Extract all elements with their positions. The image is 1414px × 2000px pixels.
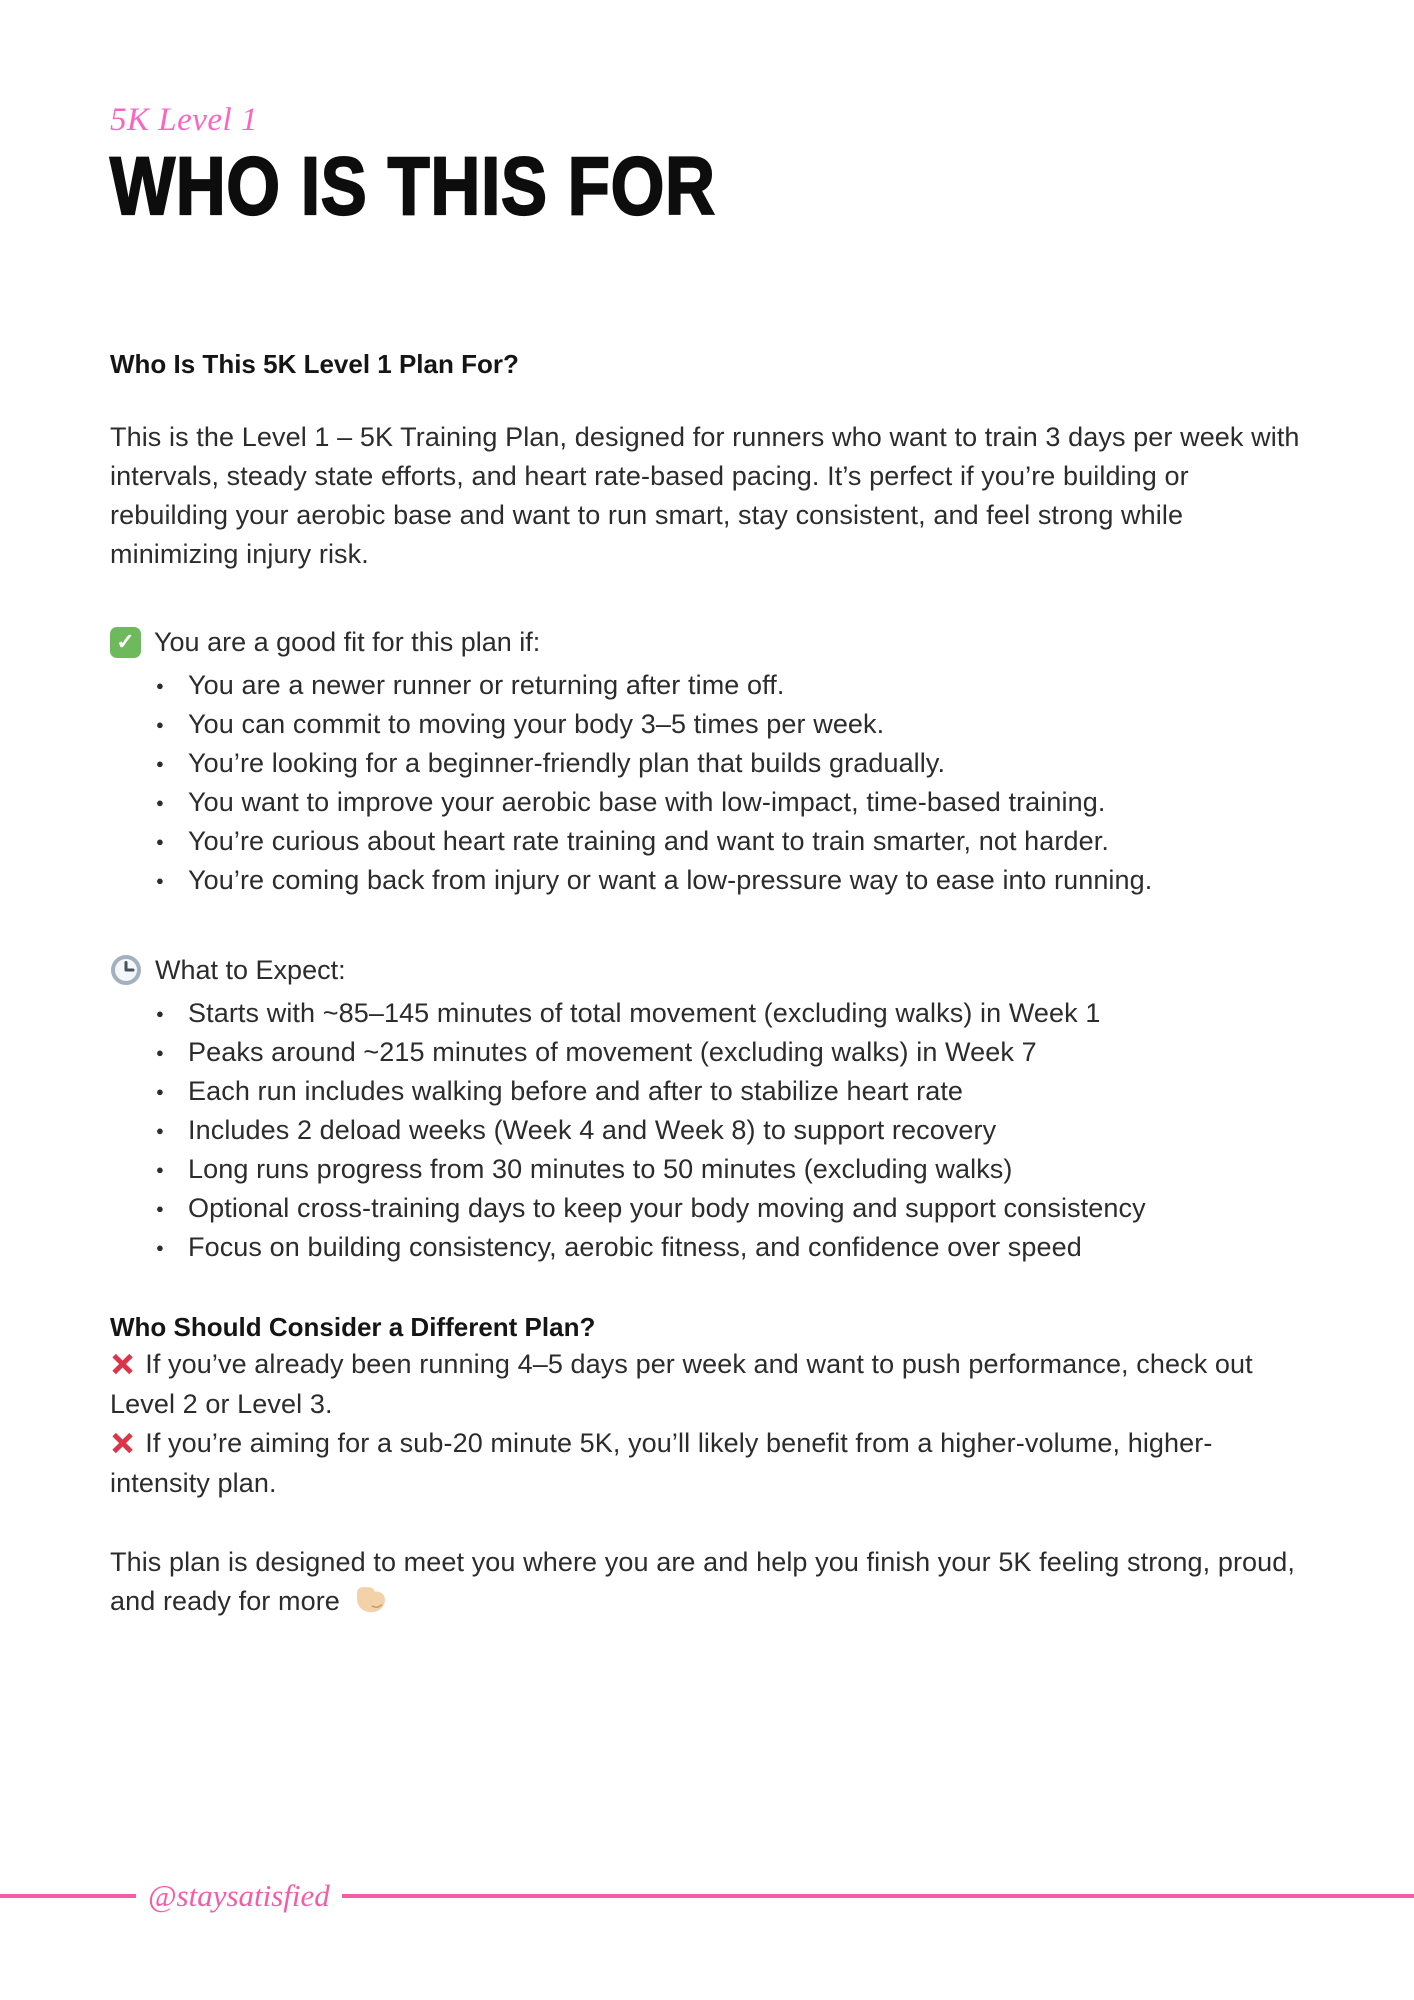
page-title: WHO IS THIS FOR <box>110 141 716 232</box>
intro-paragraph: This is the Level 1 – 5K Training Plan, designed for runners who want to train 3 days per week with intervals, steady state efforts, and heart rate-based pacing. It’s perfect if you’re building or rebuilding your aerobic base and want to run smart, stay consistent, and feel strong while minimizing injury risk. <box>110 422 1300 569</box>
list-item: ● Peaks around ~215 minutes of movement (excluding walks) in Week 7 <box>154 1033 1310 1072</box>
list-item: ● Long runs progress from 30 minutes to 50 minutes (excluding walks) <box>154 1150 1310 1189</box>
clock-icon <box>110 954 142 986</box>
list-item: ● Includes 2 deload weeks (Week 4 and Week 8) to support recovery <box>154 1111 1310 1150</box>
different-plan-item-text: If you’re aiming for a sub-20 minute 5K, you’ll likely benefit from a higher-volume, higher-intensity plan. <box>110 1428 1213 1498</box>
footer-handle: @staysatisfied <box>148 1878 330 1913</box>
closing-paragraph <box>110 1543 1310 1621</box>
list-item: ● Optional cross-training days to keep your body moving and support consistency <box>154 1189 1310 1228</box>
different-plan-heading: Who Should Consider a Different Plan? <box>110 1312 596 1342</box>
list-item: ● You want to improve your aerobic base with low-impact, time-based training. <box>154 783 1310 822</box>
good-fit-heading: You are a good fit for this plan if: <box>154 627 541 657</box>
footer-divider-right <box>342 1894 1414 1898</box>
intro-heading: Who Is This 5K Level 1 Plan For? <box>110 349 519 379</box>
different-plan-item-text: If you’ve already been running 4–5 days per week and want to push performance, check out Level 2 or Level 3. <box>110 1349 1253 1419</box>
page-footer <box>0 1878 1414 1914</box>
x-icon: ✕ <box>110 1428 136 1461</box>
plan-level-label: 5K Level 1 <box>110 102 258 138</box>
list-item: ● Focus on building consistency, aerobic fitness, and confidence over speed <box>154 1228 1310 1267</box>
closing-text: This plan is designed to meet you where you are and help you finish your 5K feeling strong, proud, and ready for more <box>110 1547 1296 1616</box>
different-plan-item <box>110 1424 1310 1503</box>
flex-biceps-icon <box>354 1583 388 1617</box>
list-item: ● Starts with ~85–145 minutes of total movement (excluding walks) in Week 1 <box>154 994 1310 1033</box>
list-item: ● You’re curious about heart rate training and want to train smarter, not harder. <box>154 822 1310 861</box>
list-item: ● You’re looking for a beginner-friendly plan that builds gradually. <box>154 744 1310 783</box>
expect-heading-row <box>110 950 1310 990</box>
list-item: ● You’re coming back from injury or want a low-pressure way to ease into running. <box>154 861 1310 900</box>
expect-heading: What to Expect: <box>155 955 346 985</box>
good-fit-heading-row <box>110 622 1310 662</box>
check-icon: ✓ <box>110 627 141 658</box>
different-plan-item <box>110 1345 1310 1424</box>
list-item: ● You can commit to moving your body 3–5 times per week. <box>154 705 1310 744</box>
list-item: ● You are a newer runner or returning after time off. <box>154 666 1310 705</box>
list-item: ● Each run includes walking before and after to stabilize heart rate <box>154 1072 1310 1111</box>
good-fit-list <box>110 666 1310 900</box>
x-icon: ✕ <box>110 1349 136 1382</box>
footer-divider-left <box>0 1894 136 1898</box>
expect-list <box>110 994 1310 1267</box>
